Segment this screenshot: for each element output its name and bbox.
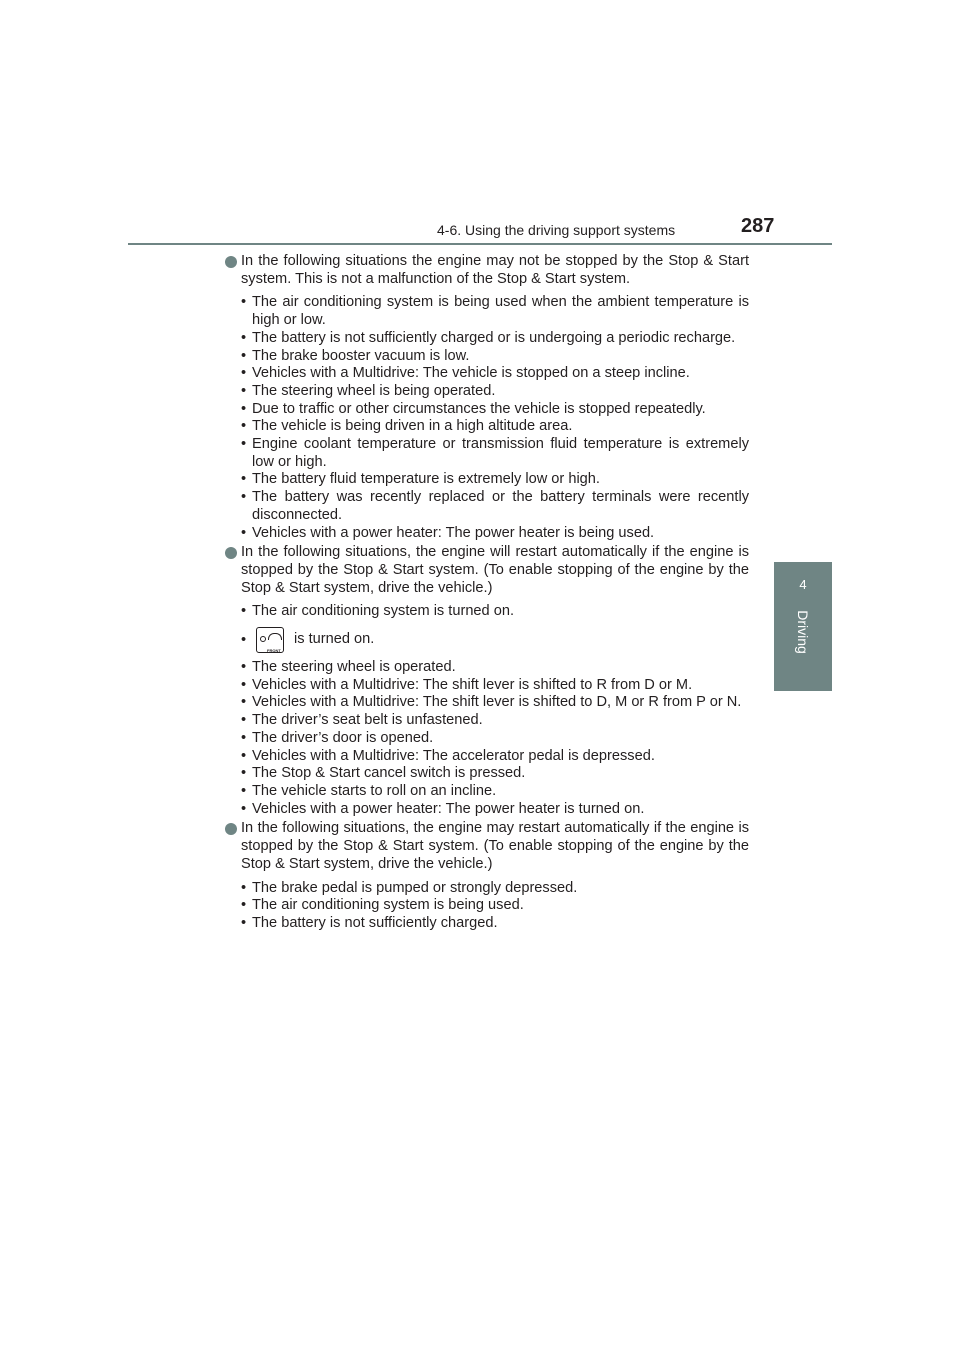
section-intro: In the following situations, the engine will restart automatically if the engine is stopped by the Stop & Start system. (To enable stopping of the engine by the Stop & Start system, drive the vehicle.) — [241, 544, 749, 596]
list-item — [225, 677, 749, 695]
list-item — [225, 383, 749, 401]
list-bullet: • — [241, 489, 247, 506]
condition-list — [225, 880, 749, 933]
list-item-text: The vehicle is being driven in a high altitude area. — [252, 418, 573, 435]
list-item-text: Vehicles with a Multidrive: The accelerator pedal is depressed. — [252, 747, 655, 764]
list-item-text: The air conditioning system is turned on. — [252, 603, 515, 620]
list-item-text: Vehicles with a power heater: The power heater is turned on. — [252, 800, 645, 817]
list-bullet: • — [241, 524, 247, 541]
list-item-text: The brake booster vacuum is low. — [252, 347, 470, 364]
list-bullet: • — [241, 914, 247, 931]
list-item — [225, 418, 749, 436]
list-item — [225, 525, 749, 543]
section-will-restart — [225, 544, 749, 597]
condition-list — [225, 294, 749, 542]
circle-bullet-icon — [225, 547, 237, 559]
list-item — [225, 436, 749, 471]
list-item — [225, 712, 749, 730]
list-item-text: The battery fluid temperature is extremely low or high. — [252, 471, 600, 488]
list-bullet: • — [241, 418, 247, 435]
content — [225, 253, 749, 935]
list-bullet: • — [241, 765, 247, 782]
list-item-text: The brake pedal is pumped or strongly depressed. — [252, 879, 578, 896]
list-item-text: Vehicles with a Multidrive: The shift lever is shifted to D, M or R from P or N. — [252, 694, 742, 711]
section-may-restart — [225, 820, 749, 873]
list-item-text: The steering wheel is operated. — [252, 659, 456, 676]
list-item — [225, 401, 749, 419]
list-item — [225, 880, 749, 898]
page-number: 287 — [741, 215, 775, 237]
list-item — [225, 365, 749, 383]
chapter-number: 4 — [799, 577, 807, 592]
section-intro: In the following situations, the engine may restart automatically if the engine is stopped by the Stop & Start system. (To enable stopping of the engine by the Stop & Start system, drive the vehicle.) — [241, 820, 749, 872]
list-item — [225, 915, 749, 933]
section-not-stopped — [225, 253, 749, 288]
list-item-text: The vehicle starts to roll on an incline. — [252, 782, 497, 799]
list-item — [225, 621, 749, 659]
list-bullet: • — [241, 676, 247, 693]
list-item — [225, 471, 749, 489]
front-defogger-switch-icon — [256, 627, 284, 653]
list-item — [225, 330, 749, 348]
list-item-text: The battery was recently replaced or the battery terminals were recently disconnected. — [252, 489, 749, 523]
list-item-text: The battery is not sufficiently charged. — [252, 914, 498, 931]
list-item-text: Due to traffic or other circumstances the vehicle is stopped repeatedly. — [252, 400, 706, 417]
list-item-text: The air conditioning system is being used. — [252, 897, 524, 914]
list-item-text: The air conditioning system is being used when the ambient temperature is high or low. — [252, 294, 749, 329]
list-item — [225, 801, 749, 819]
header-rule — [128, 243, 832, 245]
circle-bullet-icon — [225, 823, 237, 835]
list-item — [225, 489, 749, 524]
list-item — [225, 659, 749, 677]
list-item-text: Engine coolant temperature or transmission fluid temperature is extremely low or high. — [252, 436, 749, 470]
list-item — [225, 730, 749, 748]
list-item — [225, 348, 749, 366]
list-bullet: • — [241, 747, 247, 764]
list-bullet: • — [241, 800, 247, 817]
list-item-text: The Stop & Start cancel switch is pressed. — [252, 765, 526, 782]
list-bullet: • — [241, 436, 247, 453]
list-item — [225, 603, 749, 621]
list-bullet: • — [241, 365, 247, 382]
list-bullet: • — [241, 471, 247, 488]
list-item — [225, 748, 749, 766]
list-item — [225, 694, 749, 712]
list-item — [225, 765, 749, 783]
defogger-switch-text: FRONT — [267, 648, 281, 654]
list-item-text: Vehicles with a Multidrive: The vehicle is stopped on a steep incline. — [252, 365, 690, 382]
list-item-text: Vehicles with a Multidrive: The shift lever is shifted to R from D or M. — [252, 676, 693, 693]
list-bullet: • — [241, 632, 247, 649]
list-item — [225, 783, 749, 801]
list-bullet: • — [241, 782, 247, 799]
section-intro: In the following situations the engine may not be stopped by the Stop & Start system. This is not a malfunction of the Stop & Start system. — [241, 253, 749, 287]
list-bullet: • — [241, 879, 247, 896]
list-item-text: The steering wheel is being operated. — [252, 382, 496, 399]
list-item-text: Vehicles with a power heater: The power heater is being used. — [252, 524, 655, 541]
list-item-text: is turned on. — [294, 631, 375, 648]
list-item — [225, 897, 749, 915]
list-bullet: • — [241, 659, 247, 676]
list-bullet: • — [241, 382, 247, 399]
list-bullet: • — [241, 603, 247, 620]
list-item-text: The driver’s seat belt is unfastened. — [252, 712, 483, 729]
list-item — [225, 294, 749, 329]
list-bullet: • — [241, 694, 247, 711]
header-title: 4-6. Using the driving support systems — [437, 222, 676, 238]
condition-list — [225, 603, 749, 818]
list-bullet: • — [241, 294, 247, 311]
list-bullet: • — [241, 329, 247, 346]
list-item-text: The driver’s door is opened. — [252, 729, 434, 746]
list-bullet: • — [241, 897, 247, 914]
list-item-text: The battery is not sufficiently charged or is undergoing a periodic recharge. — [252, 329, 736, 346]
list-bullet: • — [241, 400, 247, 417]
list-bullet: • — [241, 712, 247, 729]
circle-bullet-icon — [225, 256, 237, 268]
list-bullet: • — [241, 729, 247, 746]
list-bullet: • — [241, 347, 247, 364]
